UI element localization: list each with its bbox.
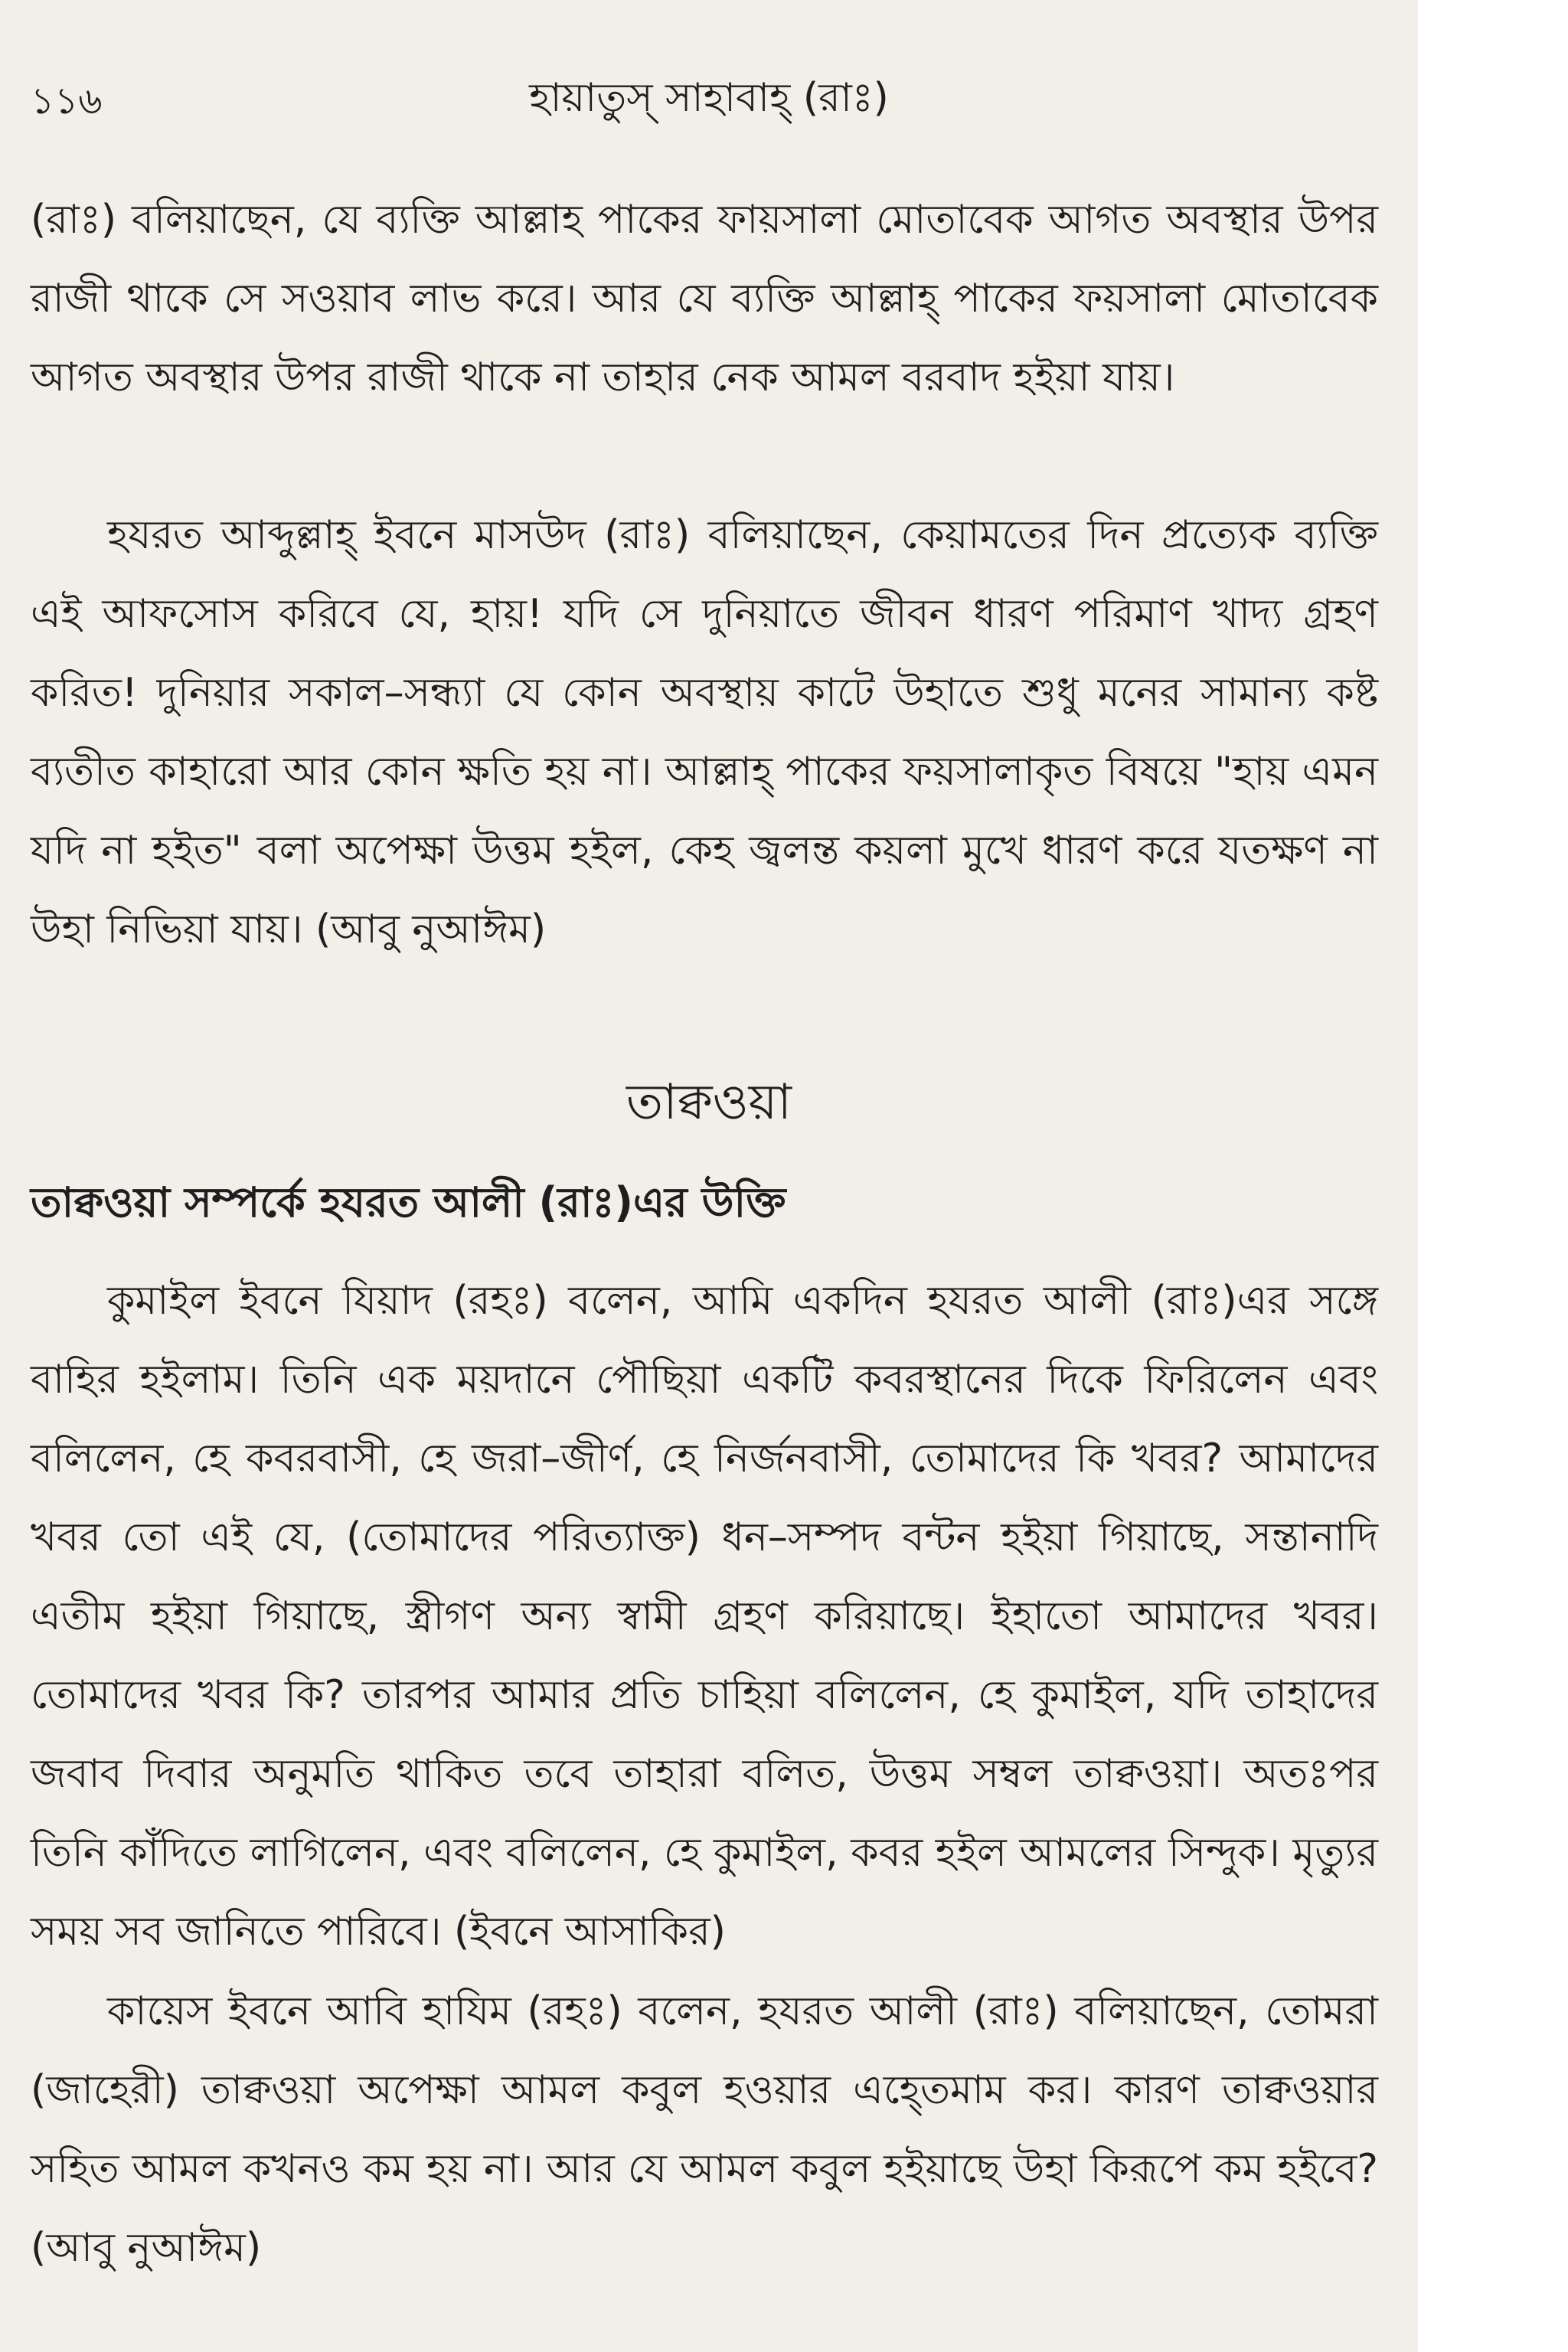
page-margin <box>1418 0 1568 2352</box>
running-title: হায়াতুস্ সাহাবাহ্ (রাঃ) <box>529 75 889 121</box>
paragraph-ibn-masud: হযরত আব্দুল্লাহ্ ইবনে মাসউদ (রাঃ) বলিয়াছেন, কেয়ামতের দিন প্রত্যেক ব্যক্তি এই আফসোস করিবে যে, হায়! যদি সে দুনিয়াতে জীবন ধারণ পরিমাণ খাদ্য গ্রহণ করিত! দুনিয়ার সকাল–সন্ধ্যা যে কোন অবস্থায় কাটে উহাতে শুধু মনের সামান্য কষ্ট ব্যতীত কাহারো আর কোন ক্ষতি হয় না। আল্লাহ্ পাকের ফয়সালাকৃত বিষয়ে "হায় এমন যদি না হইত" বলা অপেক্ষা উত্তম হইল, কেহ জ্বলন্ত কয়লা মুখে ধারণ করে যতক্ষণ না উহা নিভিয়া যায়। (আবু নুআঈম) <box>31 512 1378 952</box>
section-subheading: তাক্বওয়া সম্পর্কে হযরত আলী (রাঃ)এর উক্তি <box>31 1178 786 1227</box>
paragraph-kumail: কুমাইল ইবনে যিয়াদ (রহঃ) বলেন, আমি একদিন হযরত আলী (রাঃ)এর সঙ্গে বাহির হইলাম। তিনি এক ময়দানে পৌছিয়া একটি কবরস্থানের দিকে ফিরিলেন এবং বলিলেন, হে কবরবাসী, হে জরা–জীর্ণ, হে নির্জনবাসী, তোমাদের কি খবর? আমাদের খবর তো এই যে, (তোমাদের পরিত্যাক্ত) ধন–সম্পদ বন্টন হইয়া গিয়াছে, সন্তানাদি এতীম হইয়া গিয়াছে, স্ত্রীগণ অন্য স্বামী গ্রহণ করিয়াছে। ইহাতো আমাদের খবর। তোমাদের খবর কি? তারপর আমার প্রতি চাহিয়া বলিলেন, হে কুমাইল, যদি তাহাদের জবাব দিবার অনুমতি থাকিত তবে তাহারা বলিত, উত্তম সম্বল তাক্বওয়া। অতঃপর তিনি কাঁদিতে লাগিলেন, এবং বলিলেন, হে কুমাইল, কবর হইল আমলের সিন্দুক। মৃত্যুর সময় সব জানিতে পারিবে। (ইবনে আসাকির) <box>31 1278 1379 1955</box>
paragraph-continued: (রাঃ) বলিয়াছেন, যে ব্যক্তি আল্লাহ পাকের ফায়সালা মোতাবেক আগত অবস্থার উপর রাজী থাকে সে সওয়াব লাভ করে। আর যে ব্যক্তি আল্লাহ্ পাকের ফয়সালা মোতাবেক আগত অবস্থার উপর রাজী থাকে না তাহার নেক আমল বরবাদ হইয়া যায়। <box>31 197 1378 400</box>
section-title: তাক্বওয়া <box>626 1074 792 1131</box>
page-number: ১১৬ <box>31 80 103 122</box>
paragraph-qais: কায়েস ইবনে আবি হাযিম (রহঃ) বলেন, হযরত আলী (রাঃ) বলিয়াছেন, তোমরা (জাহেরী) তাক্বওয়া অপেক্ষা আমল কবুল হওয়ার এহ্তেমাম কর। কারণ তাক্বওয়ার সহিত আমল কখনও কম হয় না। আর যে আমল কবুল হইয়াছে উহা কিরূপে কম হইবে? (আবু নুআঈম) <box>31 1988 1378 2271</box>
